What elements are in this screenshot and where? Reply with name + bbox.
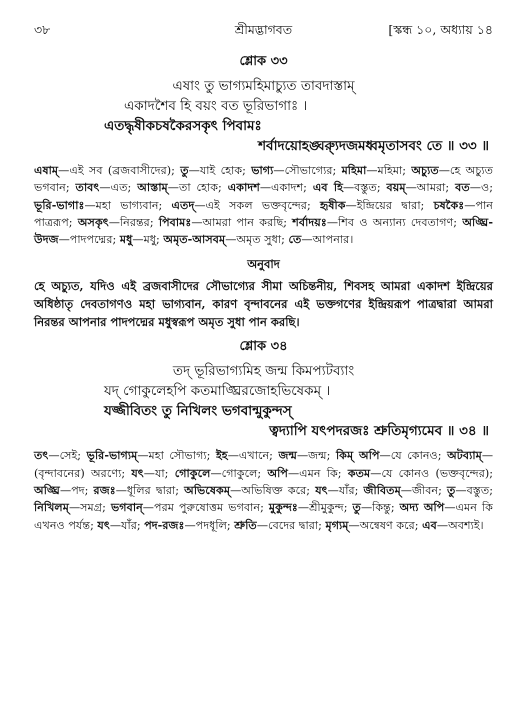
synonym-term: জন্ম [278, 448, 297, 463]
synonym-term: অঙ্ঘ্রি [34, 483, 60, 498]
verse-34-heading: শ্লোক ৩৪ [239, 339, 288, 355]
synonym-gloss: —অন্বেষণ করে; [348, 518, 423, 532]
synonym-gloss: —এখানে; [227, 449, 279, 463]
synonym-gloss: —মহা সৌভাগ্য; [137, 449, 216, 463]
verse-34-block [34, 337, 493, 533]
synonym-gloss: —এই সব (ব্রজবাসীদের); [58, 164, 181, 177]
synonym-gloss: —সেই; [48, 449, 87, 463]
synonym-term: ভূরি-ভাগ্যম্ [86, 448, 138, 463]
synonym-term: ভাগ্য [251, 163, 274, 177]
synonym-gloss: —(বৃন্দাবনের) অরণ্যে; [34, 449, 493, 480]
synonym-term: অদ্য অপি [399, 500, 445, 515]
synonym-term: তে [288, 232, 302, 247]
synonym-term: তু [180, 163, 189, 177]
synonym-term: পদ-রজঃ [144, 517, 185, 532]
synonym-gloss: —আমরা; [405, 181, 456, 195]
synonym-gloss: —জন্ম; [296, 449, 336, 463]
synonym-term: গোকুলে [174, 465, 211, 480]
synonym-gloss: —পদ; [60, 484, 94, 498]
synonym-term: কিম্ অপি [335, 448, 380, 463]
section-reference: [স্কন্ধ ১০, অধ্যায় ১৪ [388, 22, 493, 37]
synonym-term: শর্বাদয়ঃ [292, 214, 327, 229]
synonym-gloss: —পরম পুরুষোত্তম ভগবান; [142, 501, 269, 515]
synonym-gloss: —নিরন্তর; [108, 215, 159, 229]
synonym-term: যৎ [97, 517, 110, 532]
synonym-term: অঙ্ঘ্রি-উদজ [34, 214, 494, 247]
synonym-term: পিবামঃ [158, 214, 192, 229]
synonym-gloss: —এত; [99, 181, 138, 195]
synonym-term: ভূরি-ভাগাঃ [34, 197, 85, 212]
synonym-gloss: —যাই হোক; [188, 164, 252, 177]
synonym-gloss: —এমন কি এখনও পর্যন্ত; [34, 501, 493, 532]
synonym-term: অচ্যুত [411, 163, 439, 177]
synonym-gloss: —যাঁর; [327, 484, 364, 498]
synonym-term: শ্রুতি [234, 517, 257, 532]
synonym-term: হৃষীক [319, 197, 346, 212]
verse-34-line-1: তদ্ ভূরিভাগ্যমিহ জন্ম কিমপ্যটব্যাং [172, 363, 355, 380]
verse-33-translation: হে অচ্যুত, যদিও এই ব্রজবাসীদের সৌভাগ্যের সীমা অচিন্তনীয়, শিবসহ আমরা একাদশ ইন্দ্রিয়ের অধিষ্ঠাতৃ দেবতাগণও মহা ভাগ্যবান, কারণ বৃন্দাবনের এই ভক্তগণের ইন্দ্রিয়রূপ পাত্রদ্বারা আমরা নিরন্তর আপনার পাদপদ্মের মধুস্বরূপ অমৃত সুধা পান করছি। [34, 279, 494, 330]
synonym-term: মুকুন্দঃ [268, 500, 298, 515]
synonym-gloss: —অবশ্যই। [436, 518, 484, 532]
running-header [34, 22, 493, 44]
synonym-gloss: —আমরা পান করছি; [191, 215, 293, 229]
synonym-gloss: —আপনার। [301, 233, 354, 247]
synonym-term: মৃগ্যম্ [325, 517, 349, 532]
synonym-term: এষাম্ [34, 163, 59, 177]
synonym-gloss: —যে কোনও (ভক্তবৃন্দের); [370, 466, 494, 480]
synonym-term: মধু [119, 232, 133, 247]
synonym-gloss: —সৌভাগ্যের; [273, 164, 342, 177]
synonym-term: অভিষেকম্ [184, 483, 231, 498]
synonym-gloss: —অভিষিক্ত করে; [230, 484, 316, 498]
synonym-term: ইহ [215, 448, 228, 463]
synonym-gloss: —এমন কি; [287, 466, 348, 480]
synonym-term: রজঃ [93, 483, 116, 498]
synonym-gloss: —ইন্দ্রিয়ের দ্বারা; [345, 198, 434, 212]
synonym-gloss: —শ্রীমুকুন্দ; [297, 501, 353, 515]
synonym-term: অপি [267, 465, 288, 480]
verse-33-synonyms [34, 162, 493, 248]
synonym-term: তৎ [34, 448, 49, 463]
synonym-gloss: —জীবন; [400, 484, 447, 498]
synonym-gloss: —যা; [143, 466, 175, 480]
verse-34-line-3: যজ্জীবিতং তু নিখিলং ভগবান্মুকুন্দস্ [104, 403, 292, 420]
verse-33-heading: শ্লোক ৩৩ [239, 54, 288, 69]
synonym-term: তু [446, 483, 456, 498]
synonym-gloss: —ধূলির দ্বারা; [115, 484, 185, 498]
synonym-gloss: —শিব ও অন্যান্য দেবতাগণ; [326, 215, 463, 229]
verse-33-line-2: একাদশৈব হি বয়ং বত ভূরিভাগাঃ । [124, 98, 308, 114]
synonym-term: নিখিলম্ [34, 500, 69, 515]
synonym-gloss: —পান পাত্ররূপ; [34, 198, 493, 229]
synonym-term: বত [455, 180, 470, 195]
synonym-gloss: —বস্তুত; [455, 484, 494, 498]
synonym-gloss: —পদধূলি; [184, 518, 235, 532]
synonym-gloss: —সমগ্র; [68, 501, 111, 515]
synonym-term: এব [422, 517, 437, 532]
synonym-gloss: —ও; [469, 181, 493, 195]
verse-34-text [34, 361, 493, 441]
synonym-term: এব হি [312, 180, 343, 195]
synonym-term: আস্তাম্ [137, 180, 168, 195]
synonym-gloss: —অমৃত সুধা; [225, 233, 289, 247]
synonym-term: বয়ম্ [386, 180, 406, 195]
synonym-gloss: —মধু; [132, 233, 164, 247]
synonym-gloss: —এই সকল ভক্তবৃন্দের; [194, 198, 320, 212]
synonym-term: মহিমা [341, 163, 367, 177]
synonym-gloss: —গোকুলে; [210, 466, 268, 480]
synonym-term: তাবৎ [75, 180, 100, 195]
synonym-gloss: —একাদশ; [259, 181, 313, 195]
synonym-gloss: —বেদের দ্বারা; [256, 518, 326, 532]
synonym-term: জীবিতম্ [363, 483, 401, 498]
verse-33-block [34, 52, 493, 331]
verse-33-translation-heading: অনুবাদ [247, 257, 280, 272]
verse-34-line-2: যদ্ গোকুলেহপি কতমাঙ্ঘ্রিরজোহভিষেকম্ । [104, 383, 331, 400]
synonym-gloss: —মহা ভাগ্যবান; [84, 198, 172, 212]
synonym-term: যৎ [315, 483, 328, 498]
synonym-term: অটব্যাম্ [447, 448, 482, 463]
page-number: ৩৮ [34, 22, 51, 37]
verse-34-synonyms [34, 447, 493, 533]
synonym-term: অসকৃৎ [77, 214, 109, 229]
synonym-gloss: —কিন্তু; [360, 501, 400, 515]
synonym-gloss: —যে কোনও; [379, 449, 448, 463]
synonym-gloss: —বস্তুত; [342, 181, 387, 195]
synonym-gloss: —যাঁর; [109, 518, 145, 532]
synonym-term: ভগবান্ [110, 500, 143, 515]
synonym-term: চষকৈঃ [433, 197, 465, 212]
synonym-term: যৎ [131, 465, 144, 480]
synonym-term: একাদশ [227, 180, 260, 195]
verse-34-line-4: ত্বদ্যাপি যৎপদরজঃ শ্রুতিমৃগ্যমেব ॥ ৩৪ ॥ [269, 423, 489, 440]
verse-33-line-4: শর্বাদয়োহঙ্ঘ্র্যুদজমধ্বমৃতাসবং তে ॥ ৩৩ ॥ [258, 138, 489, 154]
synonym-term: কতম [347, 465, 371, 480]
synonym-term: তু [352, 500, 361, 515]
book-title: শ্রীমদ্ভাগবত [234, 22, 293, 37]
verse-33-line-1: এষাং তু ভাগ্যমহিমাচ্যুত তাবদাস্তাম্ [172, 78, 355, 94]
verse-33-line-3: এতদ্ধৃষীকচষকৈরসকৃৎ পিবামঃ [104, 118, 262, 134]
synonym-term: অমৃত-আসবম্ [163, 232, 226, 247]
verse-33-text [34, 76, 493, 156]
synonym-gloss: —তা হোক; [167, 181, 228, 195]
synonym-gloss: —হে অচ্যুত ভগবান; [34, 164, 494, 195]
synonym-gloss: —পাদপদ্মের; [58, 233, 120, 247]
synonym-term: এতদ্ [171, 197, 195, 212]
synonym-gloss: —মহিমা; [366, 164, 412, 177]
